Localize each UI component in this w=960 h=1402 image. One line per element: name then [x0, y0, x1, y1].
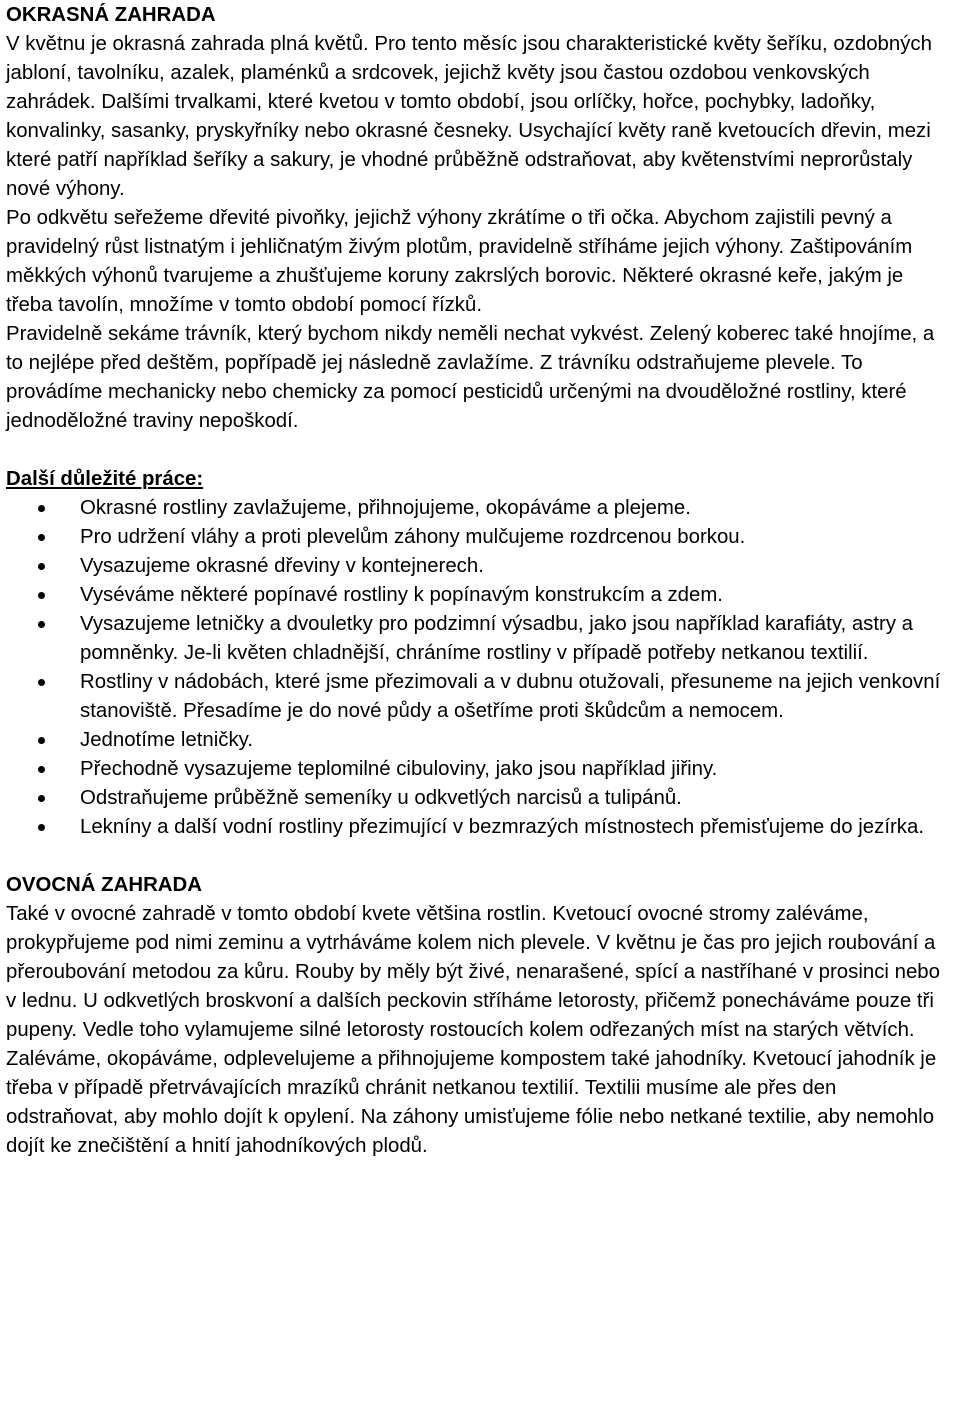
bullet-icon [38, 795, 45, 802]
ornamental-paragraph-3: Pravidelně sekáme trávník, který bychom nikdy neměli nechat vykvést. Zelený koberec také hnojíme, a to nejlépe před deštěm, popřípadě jej následně zavlažíme. Z trávníku odstraňujeme plevele. To provádíme mechanicky nebo chemicky za pomocí pesticidů určenými na dvouděložné rostliny, které jednoděložné traviny nepoškodí. [6, 323, 935, 432]
list-item [6, 610, 950, 668]
list-item [6, 552, 950, 581]
list-item [6, 726, 950, 755]
orchard-section [6, 871, 950, 1161]
list-item-text: Vysazujeme okrasné dřeviny v kontejnerech. [80, 555, 484, 577]
bullet-icon [38, 737, 45, 744]
other-work-list [6, 494, 950, 842]
bullet-icon [38, 563, 45, 570]
spacer [6, 436, 950, 465]
list-item [6, 494, 950, 523]
other-work-section [6, 465, 950, 842]
list-item-text: Pro udržení vláhy a proti plevelům záhony mulčujeme rozdrcenou borkou. [80, 526, 746, 548]
list-item-text: Jednotíme letničky. [80, 729, 254, 751]
ornamental-garden-heading: OKRASNÁ ZAHRADA [6, 4, 216, 26]
list-item-text: Okrasné rostliny zavlažujeme, přihnojujeme, okopáváme a plejeme. [80, 497, 691, 519]
bullet-icon [38, 766, 45, 773]
spacer [6, 842, 950, 871]
orchard-paragraph-1: Také v ovocné zahradě v tomto období kvete většina rostlin. Kvetoucí ovocné stromy zaléváme, prokypřujeme pod nimi zeminu a vytrháváme kolem nich plevele. V květnu je čas pro jejich roubování a přeroubování metodou za kůru. Rouby by měly být živé, nenarašené, spící a nastříhané v prosinci nebo v lednu. U odkvetlých broskvoní a dalších peckovin stříháme letorosty, přičemž ponecháváme pouze tři pupeny. Vedle toho vylamujeme silné letorosty rostoucích kolem odřezaných míst na starých větvích. [6, 903, 940, 1041]
list-item [6, 784, 950, 813]
list-item [6, 581, 950, 610]
ornamental-garden-section [6, 1, 950, 436]
bullet-icon [38, 534, 45, 541]
bullet-icon [38, 679, 45, 686]
bullet-icon [38, 592, 45, 599]
list-item-text: Odstraňujeme průběžně semeníky u odkvetlých narcisů a tulipánů. [80, 787, 682, 809]
list-item [6, 813, 950, 842]
list-item-text: Vyséváme některé popínavé rostliny k popínavým konstrukcím a zdem. [80, 584, 723, 606]
bullet-icon [38, 621, 45, 628]
bullet-icon [38, 824, 45, 831]
list-item [6, 755, 950, 784]
other-work-heading: Další důležité práce: [6, 468, 204, 490]
list-item-text: Vysazujeme letničky a dvouletky pro podzimní výsadbu, jako jsou například karafiáty, astry a pomněnky. Je-li květen chladnější, chráníme rostliny v případě potřeby netkanou textilií. [80, 613, 914, 664]
ornamental-paragraph-2: Po odkvětu seřežeme dřevité pivoňky, jejichž výhony zkrátíme o tři očka. Abychom zajistili pevný a pravidelný růst listnatým i jehličnatým živým plotům, pravidelně stříháme jejich výhony. Zaštipováním měkkých výhonů tvarujeme a zhušťujeme koruny zakrslých borovic. Některé okrasné keře, jakým je třeba tavolín, množíme v tomto období pomocí řízků. [6, 207, 913, 316]
ornamental-paragraph-1: V květnu je okrasná zahrada plná květů. Pro tento měsíc jsou charakteristické květy šeříku, ozdobných jabloní, tavolníku, azalek, plaménků a srdcovek, jejichž květy jsou častou ozdobou venkovských zahrádek. Dalšími trvalkami, které kvetou v tomto období, jsou orlíčky, hořce, pochybky, ladoňky, konvalinky, sasanky, pryskyřníky nebo okrasné česneky. Usychající květy raně kvetoucích dřevin, mezi které patří například šeříky a sakury, je vhodné průběžně odstraňovat, aby květenstvími neprorůstaly nové výhony. [6, 33, 932, 200]
list-item-text: Přechodně vysazujeme teplomilné cibuloviny, jako jsou například jiřiny. [80, 758, 718, 780]
orchard-paragraph-2: Zaléváme, okopáváme, odplevelujeme a přihnojujeme kompostem také jahodníky. Kvetoucí jahodník je třeba v případě přetrvávajících mrazíků chránit netkanou textilií. Textilii musíme ale přes den odstraňovat, aby mohlo dojít k opylení. Na záhony umisťujeme fólie nebo netkané textilie, aby nemohlo dojít ke znečištění a hnití jahodníkových plodů. [6, 1048, 937, 1157]
list-item [6, 668, 950, 726]
list-item-text: Rostliny v nádobách, které jsme přezimovali a v dubnu otužovali, přesuneme na jejich venkovní stanoviště. Přesadíme je do nové půdy a ošetříme proti škůdcům a nemocem. [80, 671, 941, 722]
orchard-heading: OVOCNÁ ZAHRADA [6, 874, 202, 896]
list-item [6, 523, 950, 552]
bullet-icon [38, 505, 45, 512]
list-item-text: Lekníny a další vodní rostliny přezimující v bezmrazých místnostech přemisťujeme do jezírka. [80, 816, 925, 838]
